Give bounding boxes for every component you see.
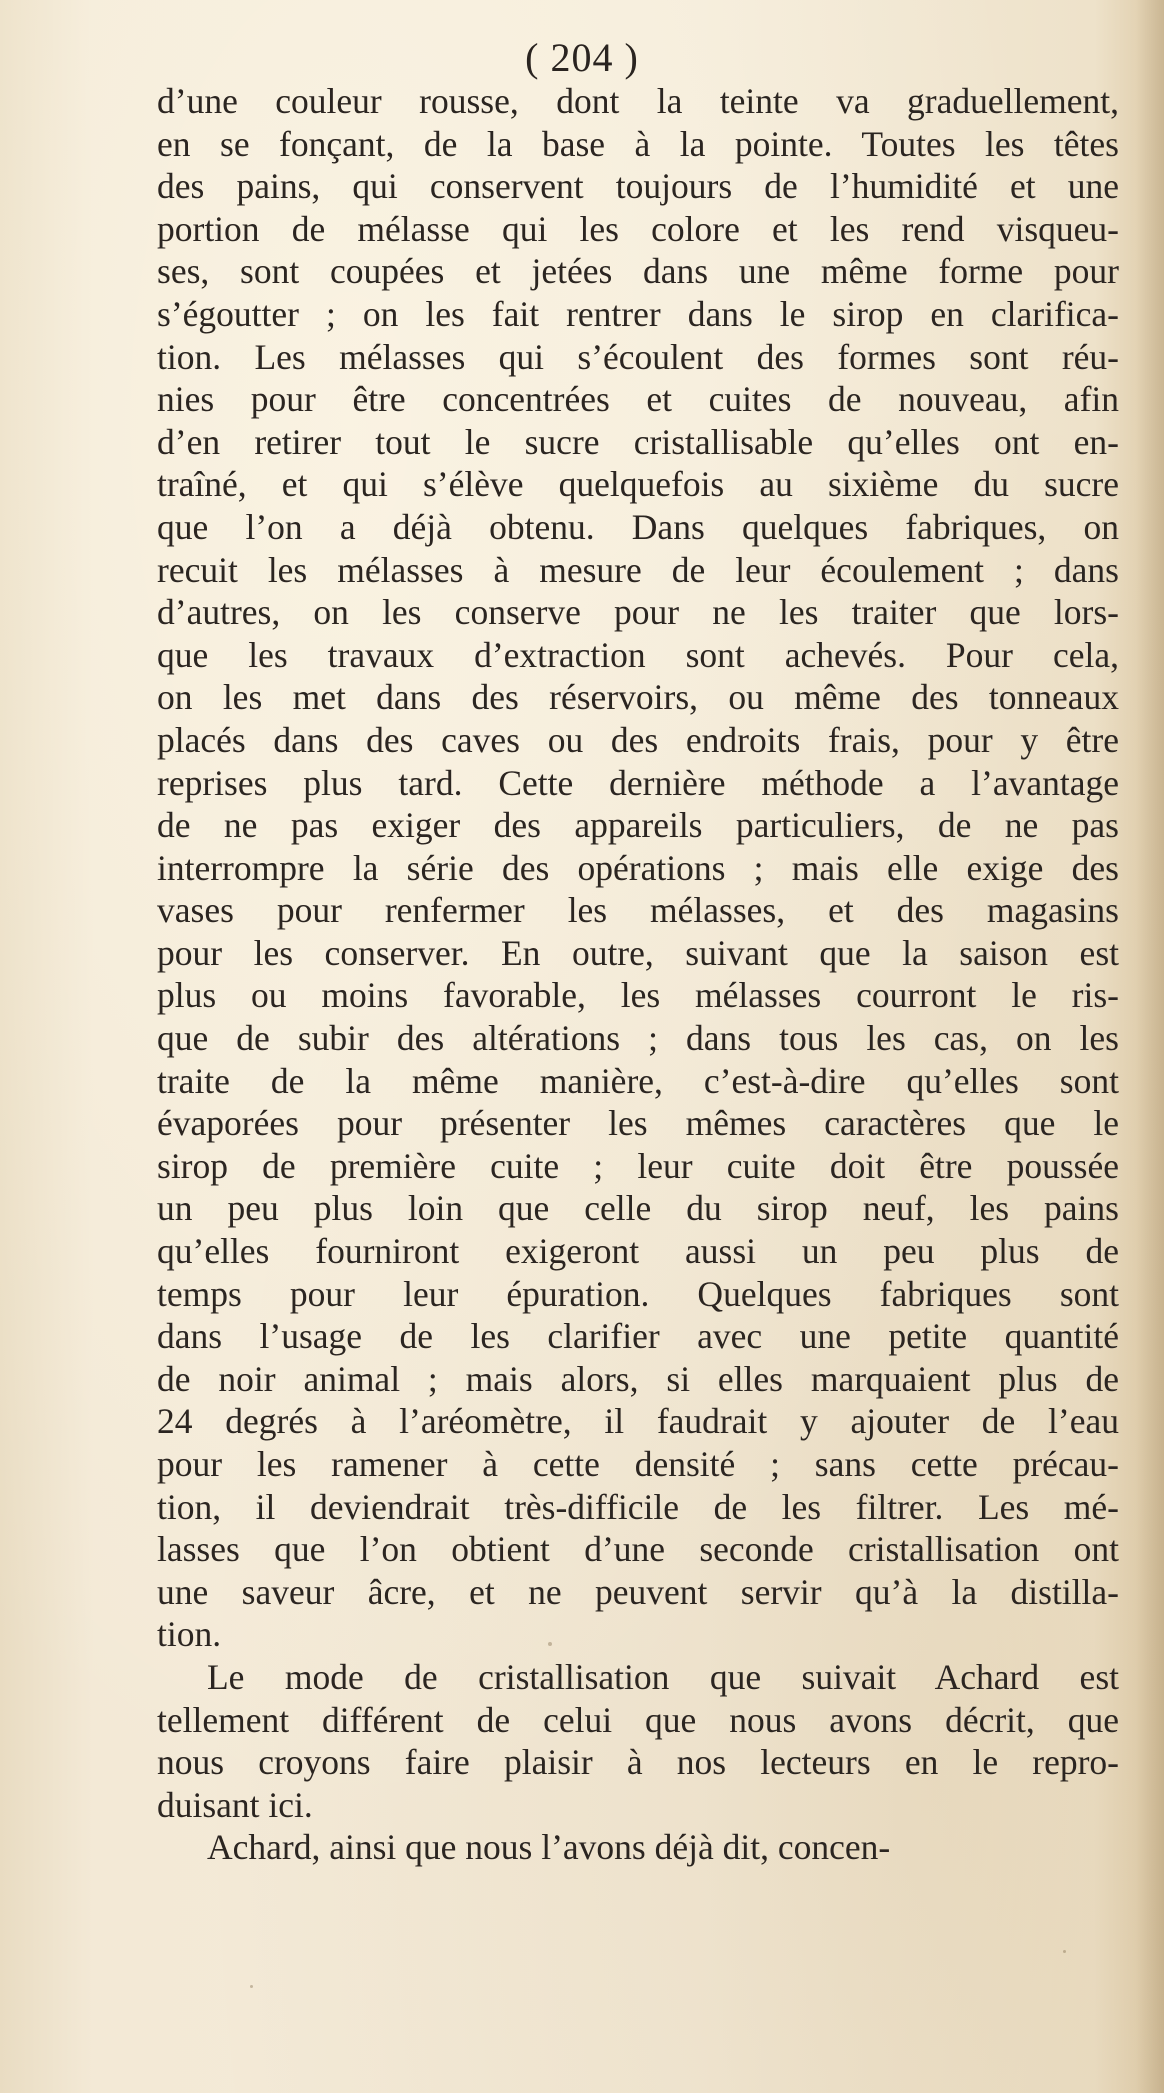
text-line: que l’on a déjà obtenu. Dans quelques fabriques, on bbox=[157, 506, 1119, 547]
page-edge-shadow bbox=[1136, 0, 1164, 2093]
text-line: Achard, ainsi que nous l’avons déjà dit, concen- bbox=[207, 1827, 891, 1868]
text-line: qu’elles fourniront exigeront aussi un peu plus de bbox=[157, 1231, 1119, 1272]
text-line: évaporées pour présenter les mêmes caractères que le bbox=[157, 1103, 1119, 1144]
text-line: de ne pas exiger des appareils particuliers, de ne pas bbox=[157, 805, 1119, 846]
text-line: placés dans des caves ou des endroits frais, pour y être bbox=[157, 719, 1119, 760]
paper-speck bbox=[1063, 1950, 1066, 1953]
text-line: en se fonçant, de la base à la pointe. Toutes les têtes bbox=[157, 123, 1119, 164]
text-line: dans l’usage de les clarifier avec une petite quantité bbox=[157, 1316, 1119, 1357]
text-line: traîné, et qui s’élève quelquefois au sixième du sucre bbox=[157, 464, 1119, 505]
text-line: tion. Les mélasses qui s’écoulent des formes sont réu- bbox=[157, 336, 1119, 377]
text-line: nies pour être concentrées et cuites de nouveau, afin bbox=[157, 379, 1119, 420]
text-line: tion. bbox=[157, 1614, 222, 1655]
text-line: que les travaux d’extraction sont achevés. Pour cela, bbox=[157, 634, 1119, 675]
paper-speck bbox=[548, 1642, 552, 1646]
text-line: pour les conserver. En outre, suivant que la saison est bbox=[157, 932, 1119, 973]
text-line: plus ou moins favorable, les mélasses courront le ris- bbox=[157, 975, 1119, 1016]
text-line: reprises plus tard. Cette dernière méthode a l’avantage bbox=[157, 762, 1119, 803]
text-line: une saveur âcre, et ne peuvent servir qu’à la distilla- bbox=[157, 1571, 1119, 1612]
text-line: tion, il deviendrait très-difficile de les filtrer. Les mé- bbox=[157, 1486, 1119, 1527]
text-line: d’en retirer tout le sucre cristallisable qu’elles ont en- bbox=[157, 421, 1119, 462]
text-line: vases pour renfermer les mélasses, et des magasins bbox=[157, 890, 1119, 931]
text-line: interrompre la série des opérations ; mais elle exige des bbox=[157, 847, 1119, 888]
text-line: on les met dans des réservoirs, ou même des tonneaux bbox=[157, 677, 1119, 718]
text-line: tellement différent de celui que nous avons décrit, que bbox=[157, 1699, 1119, 1740]
text-line: d’une couleur rousse, dont la teinte va graduellement, bbox=[157, 81, 1119, 121]
text-line: traite de la même manière, c’est-à-dire qu’elles sont bbox=[157, 1060, 1119, 1101]
paragraph-2 bbox=[157, 1656, 1119, 1826]
text-line: portion de mélasse qui les colore et les rend visqueu- bbox=[157, 208, 1119, 249]
text-line: pour les ramener à cette densité ; sans cette précau- bbox=[157, 1444, 1119, 1484]
text-line: d’autres, on les conserve pour ne les traiter que lors- bbox=[157, 592, 1119, 633]
text-line: sirop de première cuite ; leur cuite doit être poussée bbox=[157, 1145, 1119, 1186]
text-line: un peu plus loin que celle du sirop neuf, les pains bbox=[157, 1188, 1119, 1229]
paragraph-1 bbox=[157, 80, 1119, 1656]
text-line: s’égoutter ; on les fait rentrer dans le sirop en clarifica- bbox=[157, 293, 1119, 334]
text-line: temps pour leur épuration. Quelques fabriques sont bbox=[157, 1273, 1119, 1314]
text-line: nous croyons faire plaisir à nos lecteurs en le repro- bbox=[157, 1742, 1119, 1783]
paragraph-3 bbox=[157, 1826, 1119, 1869]
text-line: 24 degrés à l’aréomètre, il faudrait y ajouter de l’eau bbox=[157, 1401, 1119, 1442]
text-line: recuit les mélasses à mesure de leur écoulement ; dans bbox=[157, 549, 1119, 590]
body-text bbox=[157, 80, 1119, 1869]
text-line: de noir animal ; mais alors, si elles marquaient plus de bbox=[157, 1358, 1119, 1399]
text-line: des pains, qui conservent toujours de l’humidité et une bbox=[157, 166, 1119, 207]
text-line: duisant ici. bbox=[157, 1784, 313, 1825]
paper-speck bbox=[250, 1985, 253, 1988]
text-line: lasses que l’on obtient d’une seconde cristallisation ont bbox=[157, 1529, 1119, 1570]
text-line: Le mode de cristallisation que suivait Achard est bbox=[207, 1656, 1119, 1697]
page-number: ( 204 ) bbox=[525, 35, 639, 80]
text-line: que de subir des altérations ; dans tous les cas, on les bbox=[157, 1018, 1119, 1059]
text-line: ses, sont coupées et jetées dans une même forme pour bbox=[157, 251, 1119, 292]
